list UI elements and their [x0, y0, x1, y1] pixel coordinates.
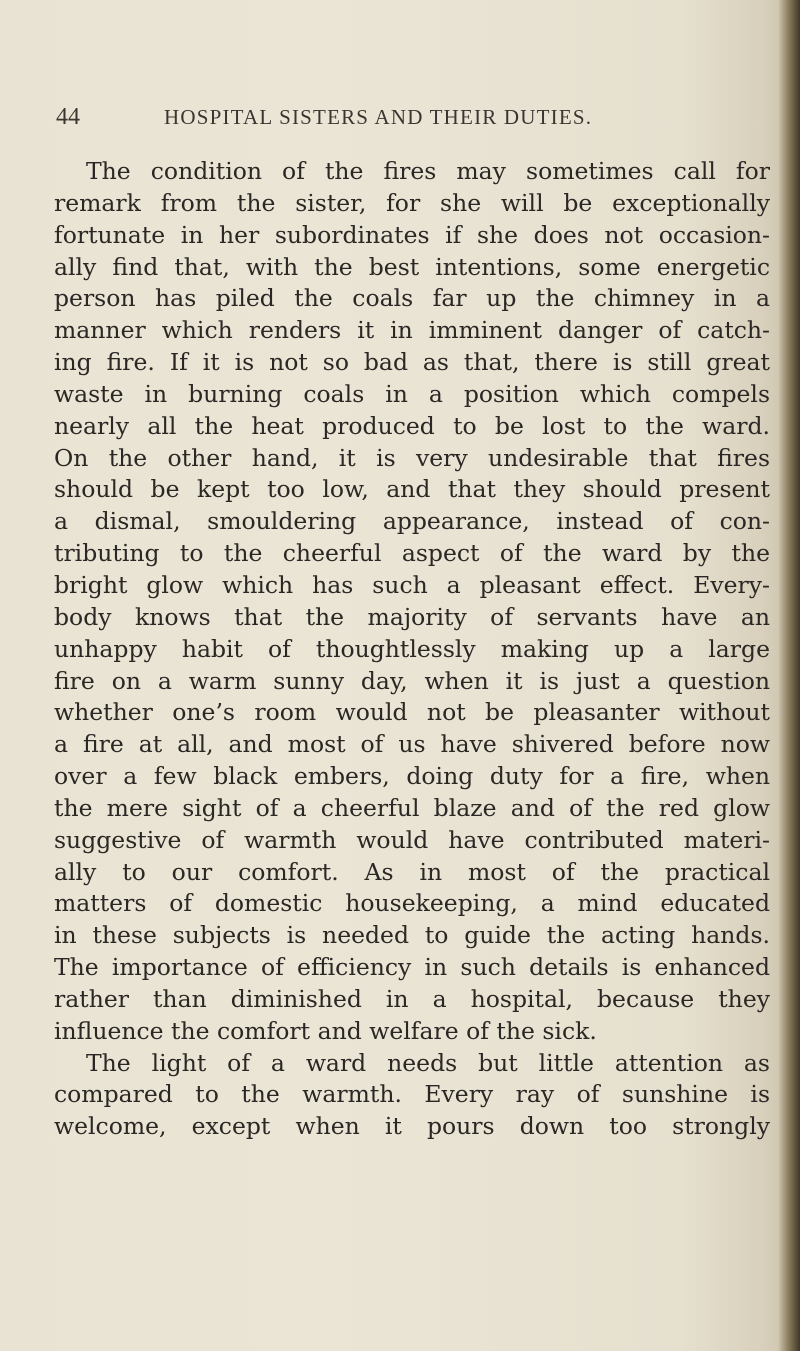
text-line: fire on a warm sunny day, when it is just a question	[54, 666, 770, 695]
text-line: should be kept too low, and that they should present	[54, 475, 770, 504]
text-line: The importance of efficiency in such details is enhanced	[54, 953, 770, 982]
text-line: manner which renders it in imminent danger of catch-	[54, 316, 770, 345]
text-line: rather than diminished in a hospital, because they	[54, 984, 770, 1013]
text-line: ing fire. If it is not so bad as that, there is still great	[54, 348, 770, 377]
text-line: remark from the sister, for she will be exceptionally	[54, 188, 770, 217]
text-line: The light of a ward needs but little attention as	[86, 1048, 770, 1077]
page-number: 44	[56, 104, 80, 130]
text-line: ally find that, with the best intentions, some energetic	[54, 252, 770, 281]
running-title: HOSPITAL SISTERS AND THEIR DUTIES.	[164, 105, 593, 129]
text-line: matters of domestic housekeeping, a mind educated	[54, 889, 770, 918]
text-line: tributing to the cheerful aspect of the ward by the	[54, 539, 770, 568]
text-line: The condition of the fires may sometimes call for	[86, 157, 770, 185]
text-line: bright glow which has such a pleasant effect. Every-	[54, 570, 770, 599]
text-line: compared to the warmth. Every ray of sunshine is	[54, 1080, 770, 1109]
text-line: over a few black embers, doing duty for a fire, when	[54, 762, 770, 791]
body-text	[54, 156, 770, 1143]
text-line: the mere sight of a cheerful blaze and of the red glow	[54, 793, 770, 822]
text-line: person has piled the coals far up the chimney in a	[54, 284, 770, 313]
text-line: a fire at all, and most of us have shivered before now	[54, 730, 770, 759]
text-line: nearly all the heat produced to be lost to the ward.	[54, 411, 770, 440]
text-line: in these subjects is needed to guide the acting hands.	[54, 921, 770, 950]
text-line: body knows that the majority of servants have an	[54, 602, 770, 631]
page-header	[56, 104, 696, 138]
book-spine-shadow	[778, 0, 800, 1351]
text-line: unhappy habit of thoughtlessly making up a large	[54, 634, 770, 663]
text-line: welcome, except when it pours down too strongly	[54, 1112, 770, 1141]
text-line: a dismal, smouldering appearance, instead of con-	[54, 507, 770, 536]
text-line: waste in burning coals in a position which compels	[54, 379, 770, 408]
text-line: fortunate in her subordinates if she does not occasion-	[54, 220, 770, 249]
text-line: ally to our comfort. As in most of the practical	[54, 857, 770, 886]
text-line: On the other hand, it is very undesirable that fires	[54, 443, 770, 472]
text-line: influence the comfort and welfare of the sick.	[54, 1016, 597, 1045]
text-line: whether one’s room would not be pleasanter without	[54, 698, 770, 727]
text-line: suggestive of warmth would have contributed materi-	[54, 825, 770, 854]
